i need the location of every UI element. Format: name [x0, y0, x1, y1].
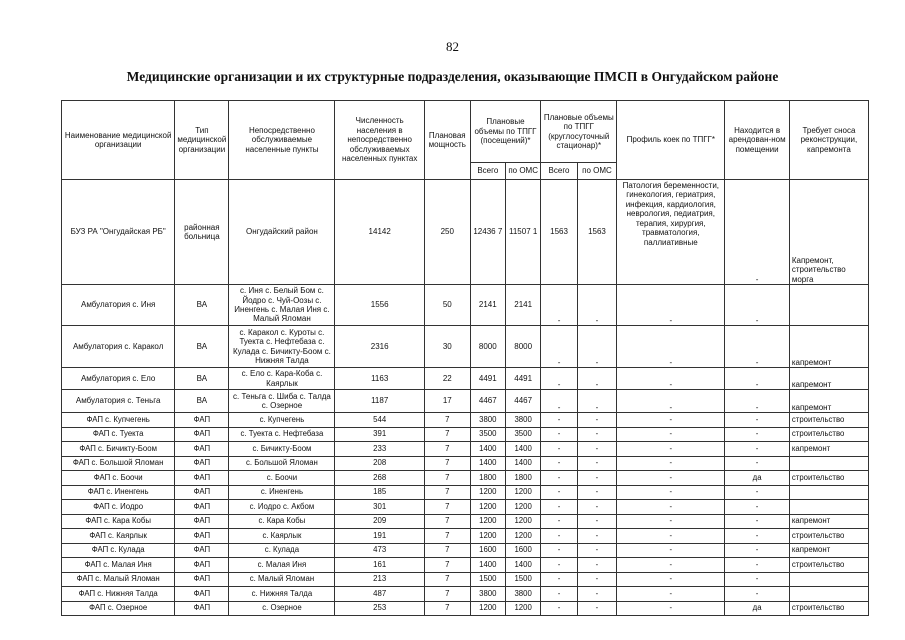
- table-row: [62, 543, 869, 558]
- cell-capacity: 7: [424, 601, 470, 616]
- page-number: 82: [446, 39, 459, 54]
- cell-capacity: 7: [424, 558, 470, 573]
- cell-rented: -: [725, 587, 789, 602]
- cell-visits-total: 2141: [470, 285, 505, 326]
- header-repair: Требует сноса реконструкции, капремонта: [789, 101, 868, 180]
- cell-type: ФАП: [175, 543, 229, 558]
- cell-population: 161: [335, 558, 424, 573]
- cell-visits-total: 1200: [470, 485, 505, 500]
- cell-name: Амбулатория с. Теньга: [62, 390, 175, 413]
- cell-type: районная больница: [175, 180, 229, 285]
- table-row: [62, 456, 869, 471]
- cell-hospital-oms: -: [577, 601, 617, 616]
- cell-hospital-total: -: [541, 572, 577, 587]
- cell-population: 1556: [335, 285, 424, 326]
- cell-bed-profile: -: [617, 529, 725, 544]
- table-row: [62, 180, 869, 285]
- cell-rented: -: [725, 427, 789, 442]
- cell-repair: капремонт: [789, 326, 868, 368]
- cell-visits-total: 1200: [470, 529, 505, 544]
- cell-name: ФАП с. Малая Иня: [62, 558, 175, 573]
- cell-type: ФАП: [175, 471, 229, 486]
- subheader-hospital-total: Всего: [541, 163, 577, 180]
- cell-repair: капремонт: [789, 390, 868, 413]
- cell-rented: -: [725, 326, 789, 368]
- cell-rented: -: [725, 514, 789, 529]
- table-row: [62, 529, 869, 544]
- cell-population: 473: [335, 543, 424, 558]
- cell-name: ФАП с. Кулада: [62, 543, 175, 558]
- cell-type: ФАП: [175, 514, 229, 529]
- cell-hospital-oms: -: [577, 442, 617, 457]
- cell-hospital-oms: -: [577, 587, 617, 602]
- cell-hospital-total: -: [541, 442, 577, 457]
- cell-settlements: с. Большой Яломан: [229, 456, 335, 471]
- cell-settlements: с. Малый Яломан: [229, 572, 335, 587]
- table-row: [62, 390, 869, 413]
- cell-visits-total: 3500: [470, 427, 505, 442]
- cell-repair: [789, 285, 868, 326]
- table-row: [62, 285, 869, 326]
- cell-visits-oms: 3800: [505, 587, 540, 602]
- cell-hospital-oms: -: [577, 572, 617, 587]
- table-row: [62, 326, 869, 368]
- cell-hospital-total: -: [541, 558, 577, 573]
- table-row: [62, 485, 869, 500]
- cell-visits-oms: 8000: [505, 326, 540, 368]
- cell-type: ФАП: [175, 413, 229, 428]
- cell-capacity: 7: [424, 456, 470, 471]
- cell-repair: Капремонт, строительство морга: [789, 180, 868, 285]
- table-row: [62, 427, 869, 442]
- cell-visits-oms: 11507 1: [505, 180, 540, 285]
- cell-repair: строительство: [789, 601, 868, 616]
- cell-population: 391: [335, 427, 424, 442]
- cell-type: ФАП: [175, 442, 229, 457]
- cell-visits-total: 3800: [470, 413, 505, 428]
- cell-population: 191: [335, 529, 424, 544]
- cell-population: 213: [335, 572, 424, 587]
- cell-bed-profile: -: [617, 514, 725, 529]
- cell-rented: -: [725, 558, 789, 573]
- cell-visits-total: 1200: [470, 514, 505, 529]
- cell-visits-oms: 1200: [505, 500, 540, 515]
- cell-population: 2316: [335, 326, 424, 368]
- cell-bed-profile: -: [617, 471, 725, 486]
- cell-name: ФАП с. Купчегень: [62, 413, 175, 428]
- cell-hospital-total: -: [541, 285, 577, 326]
- cell-settlements: с. Каракол с. Куроты с. Туекта с. Нефтебаза с. Кулада с. Бичикту-Боом с. Нижняя Талда: [229, 326, 335, 368]
- cell-name: ФАП с. Большой Яломан: [62, 456, 175, 471]
- cell-settlements: с. Боочи: [229, 471, 335, 486]
- cell-type: ВА: [175, 326, 229, 368]
- cell-visits-total: 3800: [470, 587, 505, 602]
- cell-capacity: 30: [424, 326, 470, 368]
- cell-hospital-total: -: [541, 427, 577, 442]
- cell-visits-total: 1500: [470, 572, 505, 587]
- cell-hospital-total: -: [541, 601, 577, 616]
- cell-capacity: 7: [424, 427, 470, 442]
- cell-type: ФАП: [175, 427, 229, 442]
- cell-name: ФАП с. Кара Кобы: [62, 514, 175, 529]
- cell-hospital-oms: -: [577, 456, 617, 471]
- cell-settlements: Онгудайский район: [229, 180, 335, 285]
- cell-hospital-oms: -: [577, 485, 617, 500]
- cell-visits-oms: 2141: [505, 285, 540, 326]
- cell-rented: -: [725, 456, 789, 471]
- cell-name: Амбулатория с. Иня: [62, 285, 175, 326]
- cell-hospital-total: -: [541, 368, 577, 390]
- header-tpgg-hospital: Плановые объемы по ТПГГ (круглосуточный стационар)*: [541, 101, 617, 163]
- table-row: [62, 572, 869, 587]
- cell-type: ВА: [175, 285, 229, 326]
- cell-visits-total: 1200: [470, 500, 505, 515]
- cell-visits-total: 1600: [470, 543, 505, 558]
- cell-settlements: с. Малая Иня: [229, 558, 335, 573]
- subheader-hospital-oms: по ОМС: [577, 163, 617, 180]
- cell-name: ФАП с. Озерное: [62, 601, 175, 616]
- cell-type: ФАП: [175, 500, 229, 515]
- cell-repair: строительство: [789, 471, 868, 486]
- subheader-visits-oms: по ОМС: [505, 163, 540, 180]
- cell-rented: -: [725, 285, 789, 326]
- header-capacity: Плановая мощность: [424, 101, 470, 180]
- cell-repair: [789, 485, 868, 500]
- cell-settlements: с. Бичикту-Боом: [229, 442, 335, 457]
- cell-bed-profile: -: [617, 413, 725, 428]
- cell-visits-total: 12436 7: [470, 180, 505, 285]
- cell-type: ФАП: [175, 558, 229, 573]
- cell-rented: -: [725, 529, 789, 544]
- cell-bed-profile: -: [617, 543, 725, 558]
- cell-name: ФАП с. Каярлык: [62, 529, 175, 544]
- cell-name: ФАП с. Бичикту-Боом: [62, 442, 175, 457]
- header-bed-profile: Профиль коек по ТПГГ*: [617, 101, 725, 180]
- cell-settlements: с. Кара Кобы: [229, 514, 335, 529]
- cell-capacity: 7: [424, 543, 470, 558]
- cell-population: 233: [335, 442, 424, 457]
- cell-hospital-oms: -: [577, 514, 617, 529]
- cell-rented: да: [725, 471, 789, 486]
- cell-population: 253: [335, 601, 424, 616]
- cell-settlements: с. Купчегень: [229, 413, 335, 428]
- cell-visits-oms: 3500: [505, 427, 540, 442]
- cell-repair: капремонт: [789, 543, 868, 558]
- cell-repair: капремонт: [789, 514, 868, 529]
- cell-rented: -: [725, 442, 789, 457]
- cell-repair: строительство: [789, 558, 868, 573]
- cell-bed-profile: -: [617, 485, 725, 500]
- cell-name: ФАП с. Туекта: [62, 427, 175, 442]
- cell-bed-profile: -: [617, 456, 725, 471]
- cell-visits-oms: 1800: [505, 471, 540, 486]
- cell-population: 544: [335, 413, 424, 428]
- table-row: [62, 368, 869, 390]
- cell-name: Амбулатория с. Каракол: [62, 326, 175, 368]
- cell-bed-profile: -: [617, 442, 725, 457]
- cell-name: ФАП с. Иненгень: [62, 485, 175, 500]
- header-name: Наименование медицинской организации: [62, 101, 175, 180]
- cell-rented: -: [725, 390, 789, 413]
- cell-hospital-total: -: [541, 471, 577, 486]
- cell-hospital-oms: 1563: [577, 180, 617, 285]
- cell-hospital-oms: -: [577, 413, 617, 428]
- cell-population: 268: [335, 471, 424, 486]
- cell-visits-total: 1400: [470, 442, 505, 457]
- cell-bed-profile: Патология беременности, гинекология, гериатрия, инфекция, кардиология, неврология, педиатрия, терапия, хирургия, травматология, паллиативные: [617, 180, 725, 285]
- cell-repair: капремонт: [789, 368, 868, 390]
- cell-rented: -: [725, 500, 789, 515]
- cell-visits-oms: 1200: [505, 485, 540, 500]
- cell-bed-profile: -: [617, 558, 725, 573]
- table-row: [62, 514, 869, 529]
- cell-settlements: с. Каярлык: [229, 529, 335, 544]
- cell-capacity: 250: [424, 180, 470, 285]
- cell-hospital-total: -: [541, 543, 577, 558]
- cell-visits-total: 4467: [470, 390, 505, 413]
- cell-population: 209: [335, 514, 424, 529]
- cell-hospital-oms: -: [577, 326, 617, 368]
- cell-hospital-oms: -: [577, 529, 617, 544]
- cell-visits-total: 1400: [470, 558, 505, 573]
- page-title: Медицинские организации и их структурные подразделения, оказывающие ПМСП в Онгудайском районе: [126, 69, 779, 84]
- cell-type: ФАП: [175, 587, 229, 602]
- cell-capacity: 7: [424, 471, 470, 486]
- cell-capacity: 7: [424, 587, 470, 602]
- table-row: [62, 500, 869, 515]
- cell-hospital-total: -: [541, 514, 577, 529]
- cell-hospital-oms: -: [577, 500, 617, 515]
- cell-population: 1187: [335, 390, 424, 413]
- table-body: [62, 180, 869, 616]
- cell-capacity: 7: [424, 529, 470, 544]
- table-row: [62, 471, 869, 486]
- cell-hospital-oms: -: [577, 471, 617, 486]
- cell-name: ФАП с. Иодро: [62, 500, 175, 515]
- cell-capacity: 17: [424, 390, 470, 413]
- cell-settlements: с. Иня с. Белый Бом с. Йодро с. Чуй-Оозы с. Иненгень с. Малая Иня с. Малый Яломан: [229, 285, 335, 326]
- cell-settlements: с. Кулада: [229, 543, 335, 558]
- cell-repair: строительство: [789, 413, 868, 428]
- cell-visits-total: 8000: [470, 326, 505, 368]
- table-row: [62, 601, 869, 616]
- cell-visits-oms: 3800: [505, 413, 540, 428]
- cell-hospital-oms: -: [577, 427, 617, 442]
- cell-visits-oms: 1200: [505, 529, 540, 544]
- cell-visits-oms: 4467: [505, 390, 540, 413]
- cell-name: Амбулатория с. Ело: [62, 368, 175, 390]
- cell-bed-profile: -: [617, 587, 725, 602]
- cell-rented: -: [725, 180, 789, 285]
- cell-population: 185: [335, 485, 424, 500]
- cell-visits-oms: 1200: [505, 514, 540, 529]
- cell-capacity: 7: [424, 413, 470, 428]
- cell-type: ФАП: [175, 456, 229, 471]
- cell-type: ВА: [175, 390, 229, 413]
- cell-rented: -: [725, 368, 789, 390]
- table-row: [62, 442, 869, 457]
- cell-bed-profile: -: [617, 500, 725, 515]
- cell-population: 208: [335, 456, 424, 471]
- header-population: Численность населения в непосредственно обслуживаемых населенных пунктах: [335, 101, 424, 180]
- cell-capacity: 50: [424, 285, 470, 326]
- cell-visits-total: 1800: [470, 471, 505, 486]
- header-rented: Находится в арендован-ном помещении: [725, 101, 789, 180]
- cell-visits-oms: 1400: [505, 456, 540, 471]
- cell-hospital-total: -: [541, 587, 577, 602]
- cell-hospital-total: -: [541, 390, 577, 413]
- cell-hospital-oms: -: [577, 543, 617, 558]
- cell-type: ФАП: [175, 572, 229, 587]
- cell-settlements: с. Туекта с. Нефтебаза: [229, 427, 335, 442]
- cell-rented: -: [725, 543, 789, 558]
- cell-population: 487: [335, 587, 424, 602]
- cell-capacity: 22: [424, 368, 470, 390]
- cell-bed-profile: -: [617, 326, 725, 368]
- cell-type: ВА: [175, 368, 229, 390]
- cell-capacity: 7: [424, 485, 470, 500]
- cell-rented: да: [725, 601, 789, 616]
- cell-visits-oms: 1600: [505, 543, 540, 558]
- cell-rented: -: [725, 572, 789, 587]
- cell-hospital-oms: -: [577, 390, 617, 413]
- cell-capacity: 7: [424, 572, 470, 587]
- cell-visits-total: 1200: [470, 601, 505, 616]
- header-settlements: Непосредственно обслуживаемые населенные пункты: [229, 101, 335, 180]
- cell-type: ФАП: [175, 485, 229, 500]
- cell-repair: [789, 572, 868, 587]
- cell-settlements: с. Иодро с. Акбом: [229, 500, 335, 515]
- cell-visits-total: 4491: [470, 368, 505, 390]
- cell-repair: строительство: [789, 529, 868, 544]
- cell-repair: [789, 500, 868, 515]
- cell-population: 301: [335, 500, 424, 515]
- cell-visits-total: 1400: [470, 456, 505, 471]
- cell-type: ФАП: [175, 601, 229, 616]
- cell-bed-profile: -: [617, 390, 725, 413]
- table-row: [62, 413, 869, 428]
- cell-name: ФАП с. Нижняя Талда: [62, 587, 175, 602]
- cell-rented: -: [725, 485, 789, 500]
- cell-settlements: с. Теньга с. Шиба с. Талда с. Озерное: [229, 390, 335, 413]
- cell-settlements: с. Ело с. Кара-Коба с. Каярлык: [229, 368, 335, 390]
- cell-capacity: 7: [424, 500, 470, 515]
- cell-population: 1163: [335, 368, 424, 390]
- cell-hospital-total: -: [541, 413, 577, 428]
- cell-name: ФАП с. Малый Яломан: [62, 572, 175, 587]
- cell-visits-oms: 1400: [505, 442, 540, 457]
- cell-hospital-total: 1563: [541, 180, 577, 285]
- cell-hospital-total: -: [541, 456, 577, 471]
- cell-settlements: с. Нижняя Талда: [229, 587, 335, 602]
- cell-visits-oms: 4491: [505, 368, 540, 390]
- cell-hospital-total: -: [541, 485, 577, 500]
- subheader-visits-total: Всего: [470, 163, 505, 180]
- cell-hospital-oms: -: [577, 368, 617, 390]
- cell-capacity: 7: [424, 514, 470, 529]
- cell-population: 14142: [335, 180, 424, 285]
- cell-settlements: с. Иненгень: [229, 485, 335, 500]
- cell-hospital-total: -: [541, 326, 577, 368]
- table-row: [62, 558, 869, 573]
- cell-bed-profile: -: [617, 572, 725, 587]
- cell-repair: [789, 456, 868, 471]
- cell-hospital-total: -: [541, 500, 577, 515]
- header-tpgg-visits: Плановые объемы по ТПГГ (посещений)*: [470, 101, 541, 163]
- cell-repair: капремонт: [789, 442, 868, 457]
- cell-rented: -: [725, 413, 789, 428]
- table-row: [62, 587, 869, 602]
- cell-bed-profile: -: [617, 601, 725, 616]
- cell-repair: строительство: [789, 427, 868, 442]
- cell-name: БУЗ РА "Онгудайская РБ": [62, 180, 175, 285]
- cell-bed-profile: -: [617, 368, 725, 390]
- cell-settlements: с. Озерное: [229, 601, 335, 616]
- cell-type: ФАП: [175, 529, 229, 544]
- cell-repair: [789, 587, 868, 602]
- table-header: [62, 101, 869, 180]
- cell-hospital-total: -: [541, 529, 577, 544]
- medical-organizations-table: [61, 100, 869, 616]
- cell-hospital-oms: -: [577, 285, 617, 326]
- cell-visits-oms: 1400: [505, 558, 540, 573]
- cell-visits-oms: 1200: [505, 601, 540, 616]
- cell-capacity: 7: [424, 442, 470, 457]
- cell-bed-profile: -: [617, 285, 725, 326]
- header-type: Тип медицинской организации: [175, 101, 229, 180]
- cell-bed-profile: -: [617, 427, 725, 442]
- cell-visits-oms: 1500: [505, 572, 540, 587]
- cell-hospital-oms: -: [577, 558, 617, 573]
- cell-name: ФАП с. Боочи: [62, 471, 175, 486]
